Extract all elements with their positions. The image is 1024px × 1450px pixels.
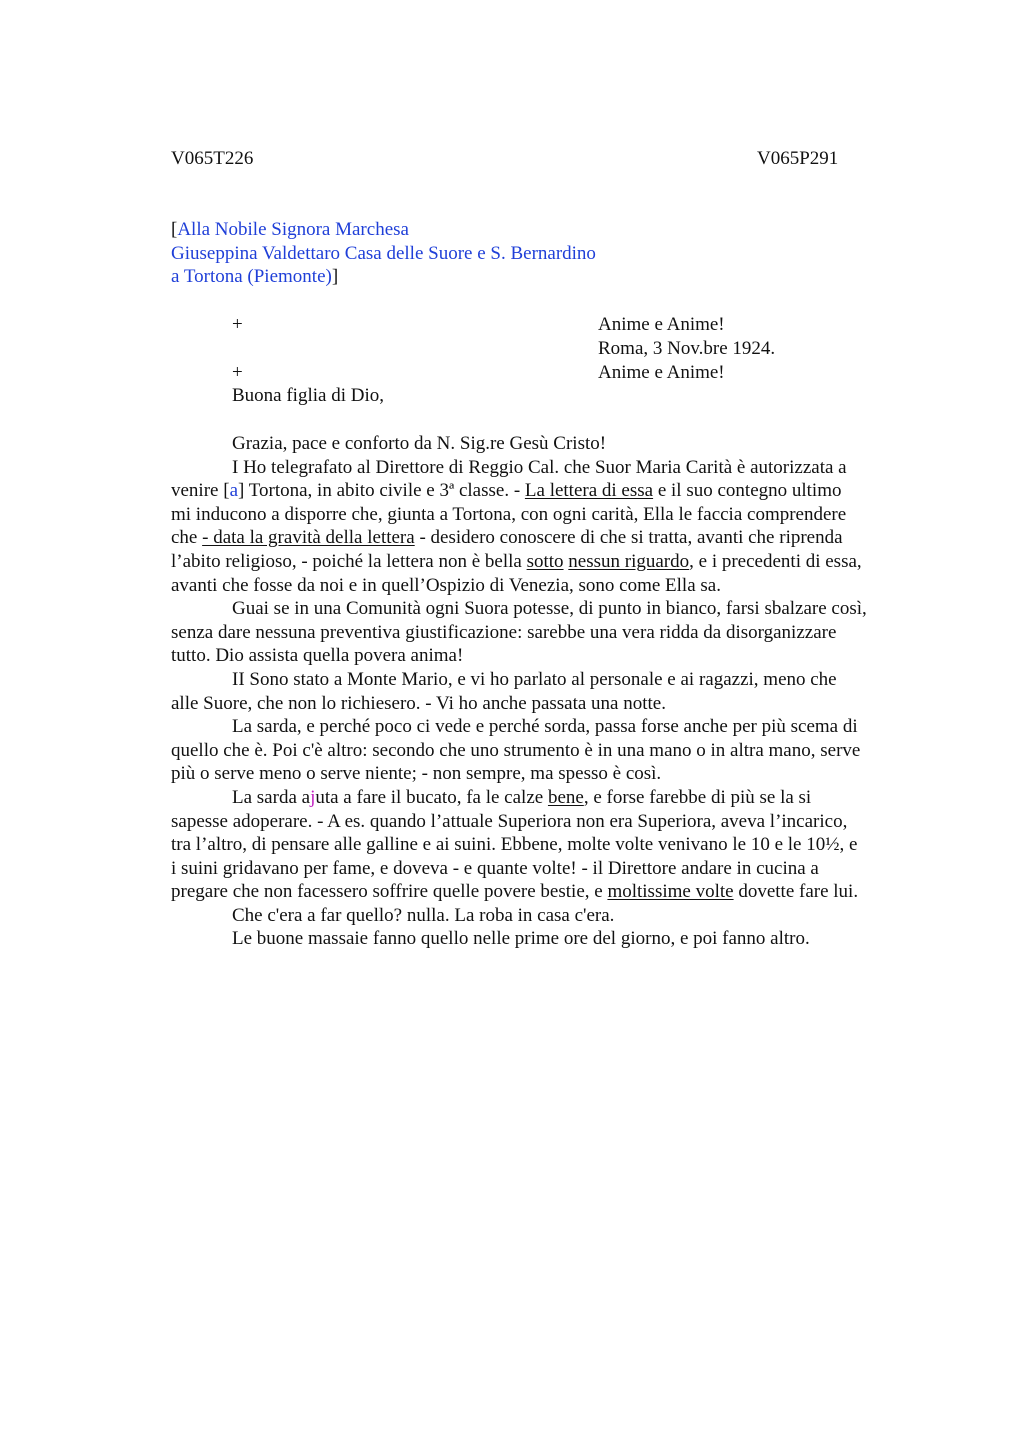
paragraph-2-line: Guai se in una Comunità ogni Suora potesse, di punto in bianco, farsi sbalzare così, [232,598,867,620]
paragraph-5-line: tra l’altro, di pensare alle galline e ai suini. Ebbene, molte volte venivano le 10 e le 10½, e [171,834,858,856]
editorial-correction: j [310,786,316,808]
underlined-phrase: La lettera di essa [524,480,654,502]
paragraph-4-line: La sarda, e perché poco ci vede e perché sorda, passa forse anche per più scema di [232,716,858,738]
editorial-insertion: a [229,480,238,502]
text-run: uta a fare il bucato, fa le calze [315,786,548,808]
paragraph-4-line: più o serve meno o serve niente; - non sempre, ma spesso è così. [171,763,662,785]
paragraph-1-line [171,526,931,550]
text-run: pregare che non facessero soffrire quelle povere bestie, e [171,881,608,903]
paragraph-5-line [171,880,931,904]
underlined-phrase: moltissime volte [607,881,734,903]
paragraph-2-line: senza dare nessuna preventiva giustificazione: sarebbe una vera ridda da disorganizzare [171,621,837,643]
motto-2: Anime e Anime! [598,362,725,383]
address-line-1: [Alla Nobile Signora Marchesa [171,219,409,240]
address-line-2: Giuseppina Valdettaro Casa delle Suore e S. Bernardino [171,242,596,264]
paragraph-6-line: Che c'era a far quello? nulla. La roba in casa c'era. [232,904,615,926]
address-line-3: a Tortona (Piemonte)] [171,266,339,288]
paragraph-1-line: avanti che fosse da noi e in quell’Ospizio di Venezia, sono come Ella sa. [171,574,721,596]
text-run: , e i precedenti di essa, [689,550,862,572]
text-run: ] Tortona, in abito civile e 3ª classe. - [238,480,525,502]
underlined-phrase: nessun riguardo [568,550,690,572]
address-line-3-text: a Tortona (Piemonte) [171,266,332,288]
document-code-right: V065P291 [757,148,839,169]
text-run: l’abito religioso, - poiché la lettera non è bella [171,550,527,572]
salutation: Buona figlia di Dio, [232,385,384,406]
paragraph-5-line [171,786,931,810]
cross-mark-1: + [232,314,243,335]
paragraph-4-line: quello che è. Poi c'è altro: secondo che uno strumento è in una mano o in altra mano, serve [171,739,861,761]
text-run: e il suo contegno ultimo [653,480,842,502]
paragraph-1-line: mi inducono a disporre che, giunta a Tortona, con ogni carità, Ella le faccia comprendere [171,503,847,525]
address-line-1-text: Alla Nobile Signora Marchesa [177,219,409,240]
motto-1: Anime e Anime! [598,314,725,335]
underlined-phrase: bene [547,786,584,808]
paragraph-5-line: sapesse adoperare. - A es. quando l’attuale Superiora non era Superiora, aveva l’incarico, [171,810,848,832]
paragraph-2-line: tutto. Dio assista quella povera anima! [171,645,464,667]
paragraph-1-line [171,479,931,503]
paragraph-1-line [171,550,931,574]
letter-body [171,432,931,951]
greeting-line: Grazia, pace e conforto da N. Sig.re Gesù Cristo! [232,433,607,454]
text-run: dovette fare lui. [733,881,859,903]
cross-mark-2: + [232,362,243,383]
underlined-phrase: sotto [526,550,564,572]
paragraph-1-line: I Ho telegrafato al Direttore di Reggio Cal. che Suor Maria Carità è autorizzata a [232,456,847,478]
paragraph-5-line: i suini gridavano per fame, e doveva - e quante volte! - il Direttore andare in cucina a [171,857,819,879]
underlined-phrase: - data la gravità della lettera [202,527,415,549]
paragraph-3-line: II Sono stato a Monte Mario, e vi ho parlato al personale e ai ragazzi, meno che [232,668,837,690]
document-code-left: V065T226 [171,148,254,169]
text-run: - desidero conoscere di che si tratta, avanti che riprenda [414,527,843,549]
text-run: , e forse farebbe di più se la si [583,786,812,808]
paragraph-3-line: alle Suore, che non lo richiesero. - Vi ho anche passata una notte. [171,692,666,714]
paragraph-7-line: Le buone massaie fanno quello nelle prime ore del giorno, e poi fanno altro. [232,928,810,950]
address-block [171,218,596,289]
text-run: che [171,527,203,549]
text-run: venire [ [171,480,230,502]
letter-date: Roma, 3 Nov.bre 1924. [598,338,776,359]
text-run: La sarda a [232,786,311,808]
